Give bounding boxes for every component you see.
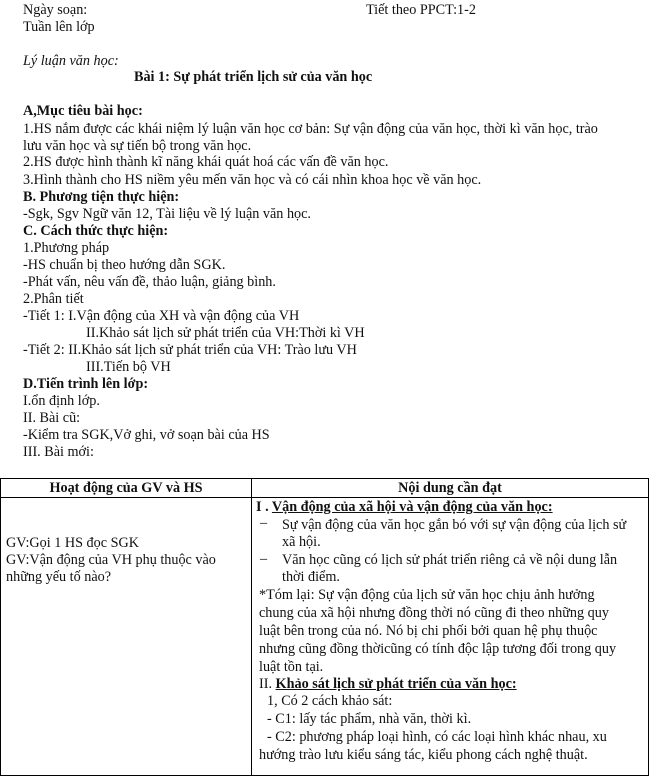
means-heading: B. Phương tiện thực hiện: [23,189,180,205]
objective-line: 1.HS nắm được các khái niệm lý luận văn học cơ bản: Sự vận động của văn học, thời kì văn học, trào [23,121,598,137]
process-line: -Kiểm tra SGK,Vở ghi, vở soạn bài của HS [23,427,270,443]
survey-line: - C2: phương pháp loại hình, có các loại hình khác nhau, xu [267,729,607,745]
period-label: Tiết theo PPCT:1-2 [366,2,476,18]
method-line: -Tiết 2: II.Khảo sát lịch sử phát triển của VH: Trào lưu VH [23,342,357,358]
method-line: -HS chuẩn bị theo hướng dẫn SGK. [23,257,226,273]
section-2-prefix: II. [259,676,276,692]
method-line: III.Tiến bộ VH [86,359,171,375]
section-2-title: Khảo sát lịch sử phát triển của văn học: [275,676,517,692]
summary-line: *Tóm lại: Sự vận động của lịch sử văn học chịu ảnh hưởng [259,587,595,603]
section-1-heading [256,498,553,516]
activity-line: những yếu tố nào? [6,569,112,585]
bullet-line: xã hội. [282,534,321,550]
table-row [1,498,649,776]
activity-line: GV:Vận động của VH phụ thuộc vào [6,552,216,568]
activity-table [0,478,649,776]
bullet-line: Văn học cũng có lịch sử phát triển riêng cả về nội dung lẫn [282,552,618,568]
objective-line: lưu văn học và sự tiến bộ trong văn học. [23,138,252,154]
summary-line: chung của xã hội nhưng đồng thời nó cũng đi theo những quy [259,605,609,621]
activity-line: GV:Gọi 1 HS đọc SGK [6,535,139,551]
section-title: Lý luận văn học: [23,53,119,69]
process-line: III. Bài mới: [23,444,94,460]
bullet-line: Sự vận động của văn học gắn bó với sự vận động của lịch sử [282,517,627,533]
process-heading: D.Tiến trình lên lớp: [23,376,149,392]
content-cell [252,498,649,776]
summary-line: nhưng cũng đồng thờicũng có tính độc lập tương đối trong quy [259,641,617,657]
bullet-line: thời điểm. [282,569,340,585]
activities-cell [1,498,252,776]
survey-line: - C1: lấy tác phẩm, nhà văn, thời kì. [267,711,472,727]
col-header-activities: Hoạt động của GV và HS [1,479,252,498]
means-text: -Sgk, Sgv Ngữ văn 12, Tài liệu về lý luận văn học. [23,206,311,222]
objective-line: 2.HS được hình thành kĩ năng khái quát hoá các vấn đề văn học. [23,154,389,170]
week-label: Tuần lên lớp [23,19,95,35]
method-line: 2.Phân tiết [23,291,84,307]
table-header-row [1,479,649,498]
bullet-dash: – [260,551,268,567]
section-1-prefix: I . [256,499,272,515]
method-line: II.Khảo sát lịch sử phát triển của VH:Thời kì VH [86,325,365,341]
summary-line: luật bên trong của nó. Nó bị chi phối bởi quan hệ phụ thuộc [259,623,598,639]
section-2-heading [259,675,517,693]
method-line: -Tiết 1: I.Vận động của XH và vận động của VH [23,308,300,324]
objectives-heading: A,Mục tiêu bài học: [23,103,143,119]
bullet-dash: – [260,515,268,531]
summary-line: luật tồn tại. [259,659,324,675]
process-line: II. Bài cũ: [23,410,81,426]
objective-line: 3.Hình thành cho HS niềm yêu mến văn học và có cái nhìn khoa học về văn học. [23,172,482,188]
method-line: 1.Phương pháp [23,240,110,256]
section-1-title: Vận động của xã hội và vận động của văn học: [271,499,553,515]
lesson-title: Bài 1: Sự phát triển lịch sử của văn học [134,69,373,85]
method-line: -Phát vấn, nêu vấn đề, thảo luận, giảng bình. [23,274,276,290]
methods-heading: C. Cách thức thực hiện: [23,223,169,239]
col-header-content: Nội dung cần đạt [252,479,649,498]
date-label: Ngày soạn: [23,2,88,18]
survey-line: hướng trào lưu kiểu sáng tác, kiểu phong cách nghệ thuật. [259,747,588,763]
process-line: I.ổn định lớp. [23,393,100,409]
survey-line: 1, Có 2 cách khảo sát: [267,693,393,709]
